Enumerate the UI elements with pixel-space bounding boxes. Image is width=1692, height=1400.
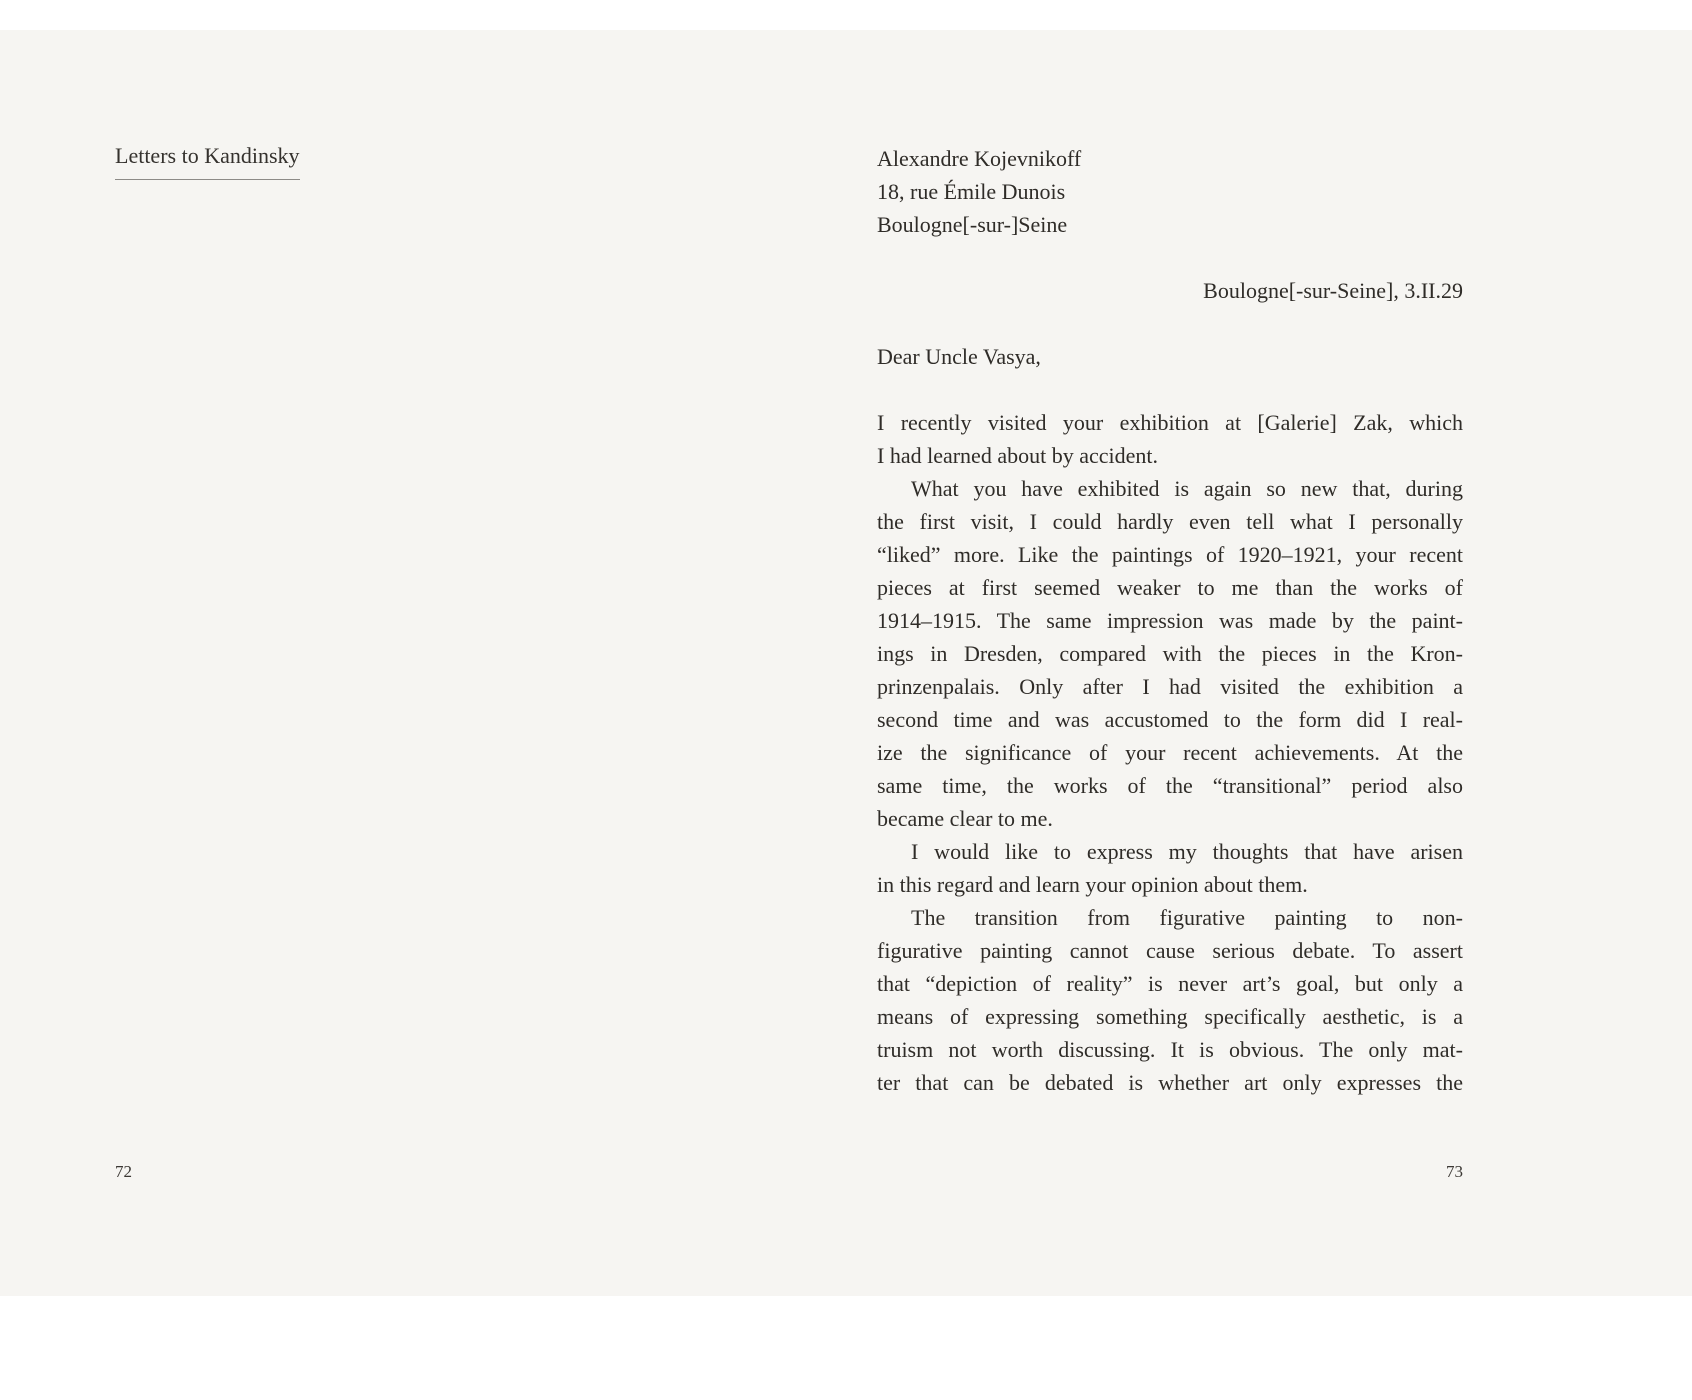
letter-line: figurative painting cannot cause serious debate. To assert [877, 938, 1463, 963]
letter-paragraph [877, 901, 1463, 1099]
letter-line: prinzenpalais. Only after I had visited the exhibition a [877, 674, 1463, 699]
letter-line: ize the significance of your recent achievements. At the [877, 740, 1463, 765]
letter-paragraph [877, 472, 1463, 835]
letter-line: “liked” more. Like the paintings of 1920–1921, your recent [877, 542, 1463, 567]
letter-line: The transition from figurative painting to non- [911, 905, 1463, 930]
sender-name: Alexandre Kojevnikoff [877, 146, 1082, 171]
letter [877, 142, 1463, 1099]
dateline: Boulogne[-sur-Seine], 3.II.29 [1203, 278, 1463, 303]
letter-line: 1914–1915. The same impression was made by the paint- [877, 608, 1463, 633]
page-background [0, 30, 1692, 1296]
letter-line: truism not worth discussing. It is obvious. The only mat- [877, 1037, 1463, 1062]
letter-line: What you have exhibited is again so new that, during [911, 476, 1463, 501]
letter-line: the first visit, I could hardly even tell what I personally [877, 509, 1463, 534]
letter-body [877, 406, 1463, 1099]
letter-line: second time and was accustomed to the form did I real- [877, 707, 1463, 732]
letter-line: pieces at first seemed weaker to me than the works of [877, 575, 1463, 600]
page-number-right: 73 [1446, 1162, 1463, 1181]
letter-line: means of expressing something specifically aesthetic, is a [877, 1004, 1463, 1029]
letter-line: ter that can be debated is whether art only expresses the [877, 1070, 1463, 1095]
salutation: Dear Uncle Vasya, [877, 344, 1041, 369]
letter-paragraph [877, 406, 1463, 472]
letter-line: in this regard and learn your opinion about them. [877, 872, 1308, 897]
letter-line: I recently visited your exhibition at [Galerie] Zak, which [877, 410, 1463, 435]
sender-address-block [877, 142, 1463, 241]
letter-paragraph [877, 835, 1463, 901]
running-head [115, 142, 300, 180]
letter-line: I would like to express my thoughts that have arisen [911, 839, 1463, 864]
letter-line: that “depiction of reality” is never art’s goal, but only a [877, 971, 1463, 996]
page-number-left: 72 [115, 1162, 132, 1181]
running-head-text: Letters to Kandinsky [115, 142, 300, 180]
letter-line: same time, the works of the “transitional” period also [877, 773, 1463, 798]
letter-line: became clear to me. [877, 806, 1053, 831]
sender-city: Boulogne[-sur-]Seine [877, 212, 1068, 237]
letter-line: I had learned about by accident. [877, 443, 1158, 468]
letter-line: ings in Dresden, compared with the pieces in the Kron- [877, 641, 1463, 666]
sender-street: 18, rue Émile Dunois [877, 179, 1066, 204]
